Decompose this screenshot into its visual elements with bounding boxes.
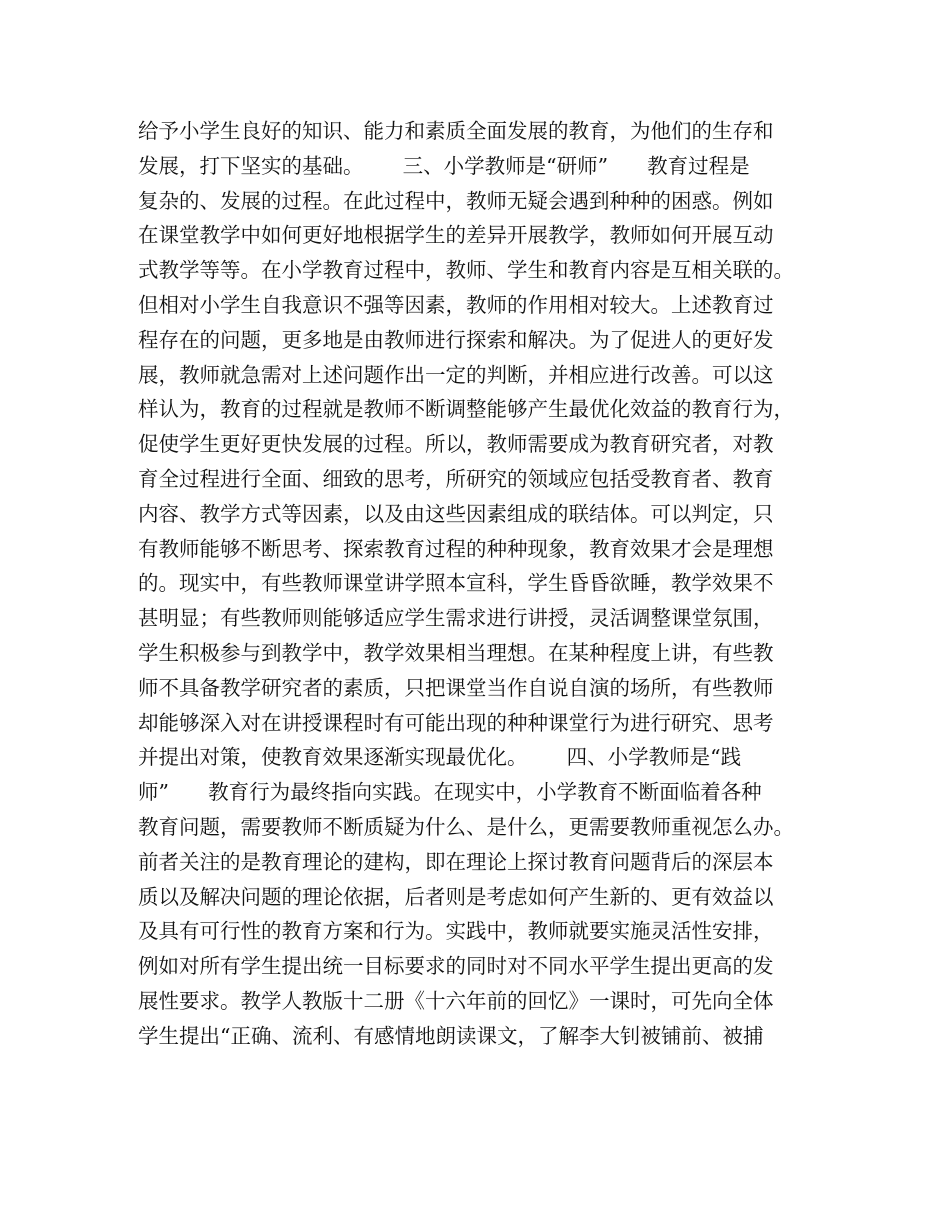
text-line: 教育问题，需要教师不断质疑为什么、是什么，更需要教师重视怎么办。 bbox=[138, 814, 794, 839]
text-line: 师不具备教学研究者的素质，只把课堂当作自说自演的场所，有些教师 bbox=[138, 675, 774, 700]
text-line: 师” 教育行为最终指向实践。在现实中，小学教育不断面临着各种 bbox=[138, 780, 762, 805]
text-line: 式教学等等。在小学教育过程中，教师、学生和教育内容是互相关联的。 bbox=[138, 258, 794, 283]
text-line: 展，教师就急需对上述问题作出一定的判断，并相应进行改善。可以这 bbox=[138, 362, 774, 387]
text-line: 育全过程进行全面、细致的思考，所研究的领域应包括受教育者、教育 bbox=[138, 466, 774, 491]
body-text bbox=[138, 114, 828, 1054]
text-line: 的。现实中，有些教师课堂讲学照本宣科，学生昏昏欲睡，教学效果不 bbox=[138, 571, 774, 596]
text-line: 复杂的、发展的过程。在此过程中，教师无疑会遇到种种的困惑。例如 bbox=[138, 188, 774, 213]
text-line: 质以及解决问题的理论依据，后者则是考虑如何产生新的、更有效益以 bbox=[138, 884, 774, 909]
text-line: 给予小学生良好的知识、能力和素质全面发展的教育，为他们的生存和 bbox=[138, 119, 774, 143]
text-line: 却能够深入对在讲授课程时有可能出现的种种课堂行为进行研究、思考 bbox=[138, 710, 774, 735]
text-line: 及具有可行性的教育方案和行为。实践中，教师就要实施灵活性安排， bbox=[138, 919, 774, 944]
text-line: 在课堂教学中如何更好地根据学生的差异开展教学，教师如何开展互动 bbox=[138, 223, 774, 248]
text-line: 并提出对策，使教育效果逐渐实现最优化。 四、小学教师是“践 bbox=[138, 745, 742, 770]
text-line: 前者关注的是教育理论的建构，即在理论上探讨教育问题背后的深层本 bbox=[138, 849, 774, 874]
text-line: 学生积极参与到教学中，教学效果相当理想。在某种程度上讲，有些教 bbox=[138, 640, 774, 665]
text-line: 内容、教学方式等因素，以及由这些因素组成的联结体。可以判定，只 bbox=[138, 501, 774, 526]
text-line: 例如对所有学生提出统一目标要求的同时对不同水平学生提出更高的发 bbox=[138, 954, 774, 979]
text-line: 促使学生更好更快发展的过程。所以，教师需要成为教育研究者，对教 bbox=[138, 432, 774, 457]
text-line: 学生提出“正确、流利、有感情地朗读课文，了解李大钊被铺前、被捕 bbox=[138, 1023, 764, 1048]
text-line: 程存在的问题，更多地是由教师进行探索和解决。为了促进人的更好发 bbox=[138, 327, 774, 352]
text-line: 样认为，教育的过程就是教师不断调整能够产生最优化效益的教育行为， bbox=[138, 397, 794, 422]
text-line: 有教师能够不断思考、探索教育过程的种种现象，教育效果才会是理想 bbox=[138, 536, 774, 561]
text-line: 甚明显；有些教师则能够适应学生需求进行讲授，灵活调整课堂氛围， bbox=[138, 606, 774, 631]
text-line: 发展，打下坚实的基础。 三、小学教师是“研师” 教育过程是 bbox=[138, 153, 750, 178]
text-line: 展性要求。教学人教版十二册《十六年前的回忆》一课时，可先向全体 bbox=[138, 988, 774, 1013]
text-line: 但相对小学生自我意识不强等因素，教师的作用相对较大。上述教育过 bbox=[138, 292, 774, 317]
